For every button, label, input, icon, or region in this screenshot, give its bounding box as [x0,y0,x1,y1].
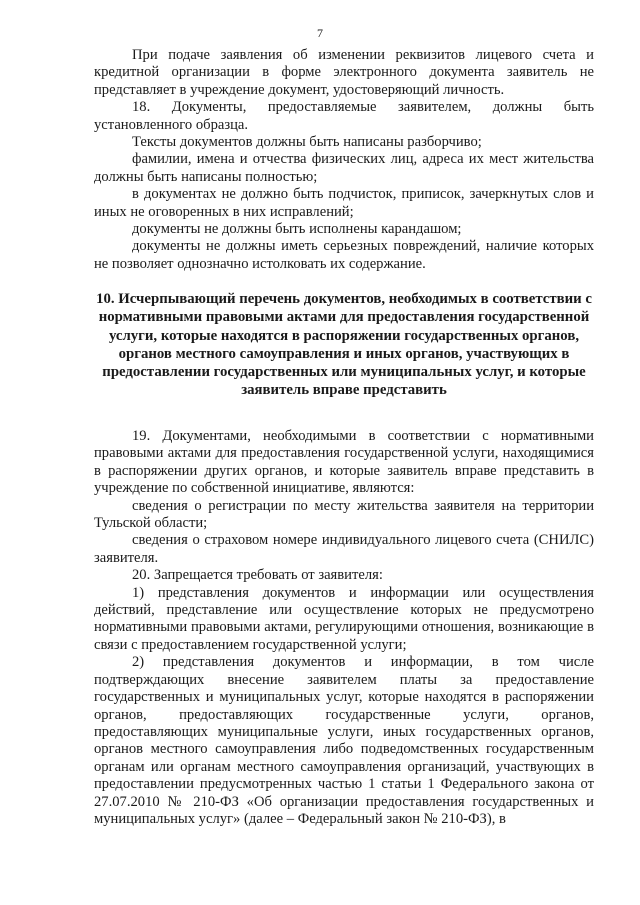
paragraph-no-pencil: документы не должны быть исполнены карандашом; [132,221,462,238]
paragraph-20: 20. Запрещается требовать от заявителя: [132,567,383,584]
page-number: 7 [317,26,323,40]
paragraph-full-names: фамилии, имена и отчества физических лиц, адреса их мест жительства должны быть написаны полностью; [94,151,594,185]
paragraph-18: 18. Документы, предоставляемые заявителем, должны быть установленного образца. [94,99,594,133]
section-10-heading: 10. Исчерпывающий перечень документов, необходимых в соответствии с нормативными правовыми актами для предоставления государственной услуги, которые находятся в распоряжении государственных органов, органов местного самоуправления и иных органов, участвующих в предоставлении государственных или муниципальных услуг, и которые заявитель вправе представить [96,291,592,399]
paragraph-registration-info: сведения о регистрации по месту жительства заявителя на территории Тульской области; [94,497,594,532]
paragraph-electronic-application: При подаче заявления об изменении реквизитов лицевого счета и кредитной организации в форме электронного документа заявитель не представляет в учреждение документ, удостоверяющий личность. [94,47,594,98]
paragraph-20-item-2: 2) представления документов и информации, в том числе подтверждающих внесение заявителем платы за предоставление государственных и муниципальных услуг, которые находятся в распоряжении органов, предоставляющих государственные услуги, органов, предоставляющих муниципальные услуги, иных государственных органов, органов местного самоуправления либо подведомственных государственным органам или органам местного самоуправления организаций, участвующих в предоставлении предусмотренных частью 1 статьи 1 Федерального закона от 27.07.2010 № 210-ФЗ «Об организации предоставления государственных и муниципальных услуг» (далее – Федеральный закон № 210-ФЗ), в [94,654,594,827]
section-9-continued [94,47,594,273]
paragraph-no-erasures: в документах не должно быть подчисток, приписок, зачеркнутых слов и иных не оговоренных в них исправлений; [94,186,594,220]
paragraph-legible-text: Тексты документов должны быть написаны разборчиво; [132,134,482,151]
paragraph-no-damage: документы не должны иметь серьезных повреждений, наличие которых не позволяет однозначно истолковать их содержание. [94,238,594,272]
section-10-body [94,428,594,828]
paragraph-snils-info: сведения о страховом номере индивидуального лицевого счета (СНИЛС) заявителя. [94,532,594,566]
paragraph-20-item-1: 1) представления документов и информации или осуществления действий, представление или осуществление которых не предусмотрено нормативными правовыми актами, регулирующими отношения, возникающие в связи с предоставлением государственной услуги; [94,584,594,653]
paragraph-19: 19. Документами, необходимыми в соответствии с нормативными правовыми актами для предоставления государственной услуги, находящимися в распоряжении других органов, и которые заявитель вправе представить в учреждение по собственной инициативе, являются: [94,428,594,497]
